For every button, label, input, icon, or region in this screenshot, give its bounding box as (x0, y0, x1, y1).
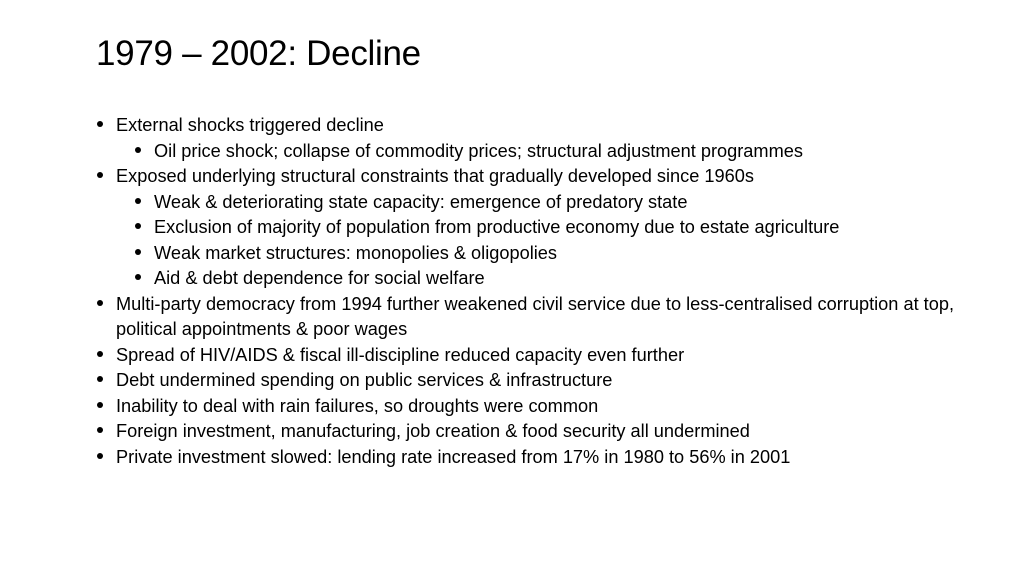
slide-title: 1979 – 2002: Decline (96, 34, 421, 73)
bullet-item (96, 445, 1001, 471)
bullet-item (96, 164, 1001, 190)
sub-bullet-item (134, 190, 1001, 216)
bullet-text: Exclusion of majority of population from productive economy due to estate agriculture (154, 217, 840, 237)
bullet-item (96, 292, 1001, 343)
bullet-text: Aid & debt dependence for social welfare (154, 268, 485, 288)
bullet-item (96, 368, 1001, 394)
bullet-text: Spread of HIV/AIDS & fiscal ill-discipline reduced capacity even further (116, 344, 685, 365)
bullet-text: Weak market structures: monopolies & oligopolies (154, 242, 558, 263)
bullet-text: Oil price shock; collapse of commodity prices; structural adjustment programmes (154, 140, 803, 161)
bullet-text: External shocks triggered decline (116, 115, 384, 135)
sub-bullet-item (134, 241, 1001, 267)
bullet-text: Debt undermined spending on public services & infrastructure (116, 370, 613, 390)
sub-bullet-item (134, 139, 1001, 165)
bullet-list (96, 113, 1001, 470)
bullet-item (96, 343, 1001, 369)
bullet-text: Private investment slowed: lending rate increased from 17% in 1980 to 56% in 2001 (116, 446, 791, 467)
bullet-text: Foreign investment, manufacturing, job creation & food security all undermined (116, 421, 750, 441)
bullet-item (96, 419, 1001, 445)
bullet-text: Weak & deteriorating state capacity: emergence of predatory state (154, 191, 688, 212)
sub-bullet-item (134, 215, 1001, 241)
bullet-text: Exposed underlying structural constraints that gradually developed since 1960s (116, 166, 754, 186)
bullet-item (96, 113, 1001, 139)
bullet-text: Inability to deal with rain failures, so droughts were common (116, 395, 599, 416)
bullet-item (96, 394, 1001, 420)
sub-bullet-item (134, 266, 1001, 292)
bullet-text: Multi-party democracy from 1994 further weakened civil service due to less-centralised corruption at top, political appointments & poor wages (116, 293, 955, 339)
